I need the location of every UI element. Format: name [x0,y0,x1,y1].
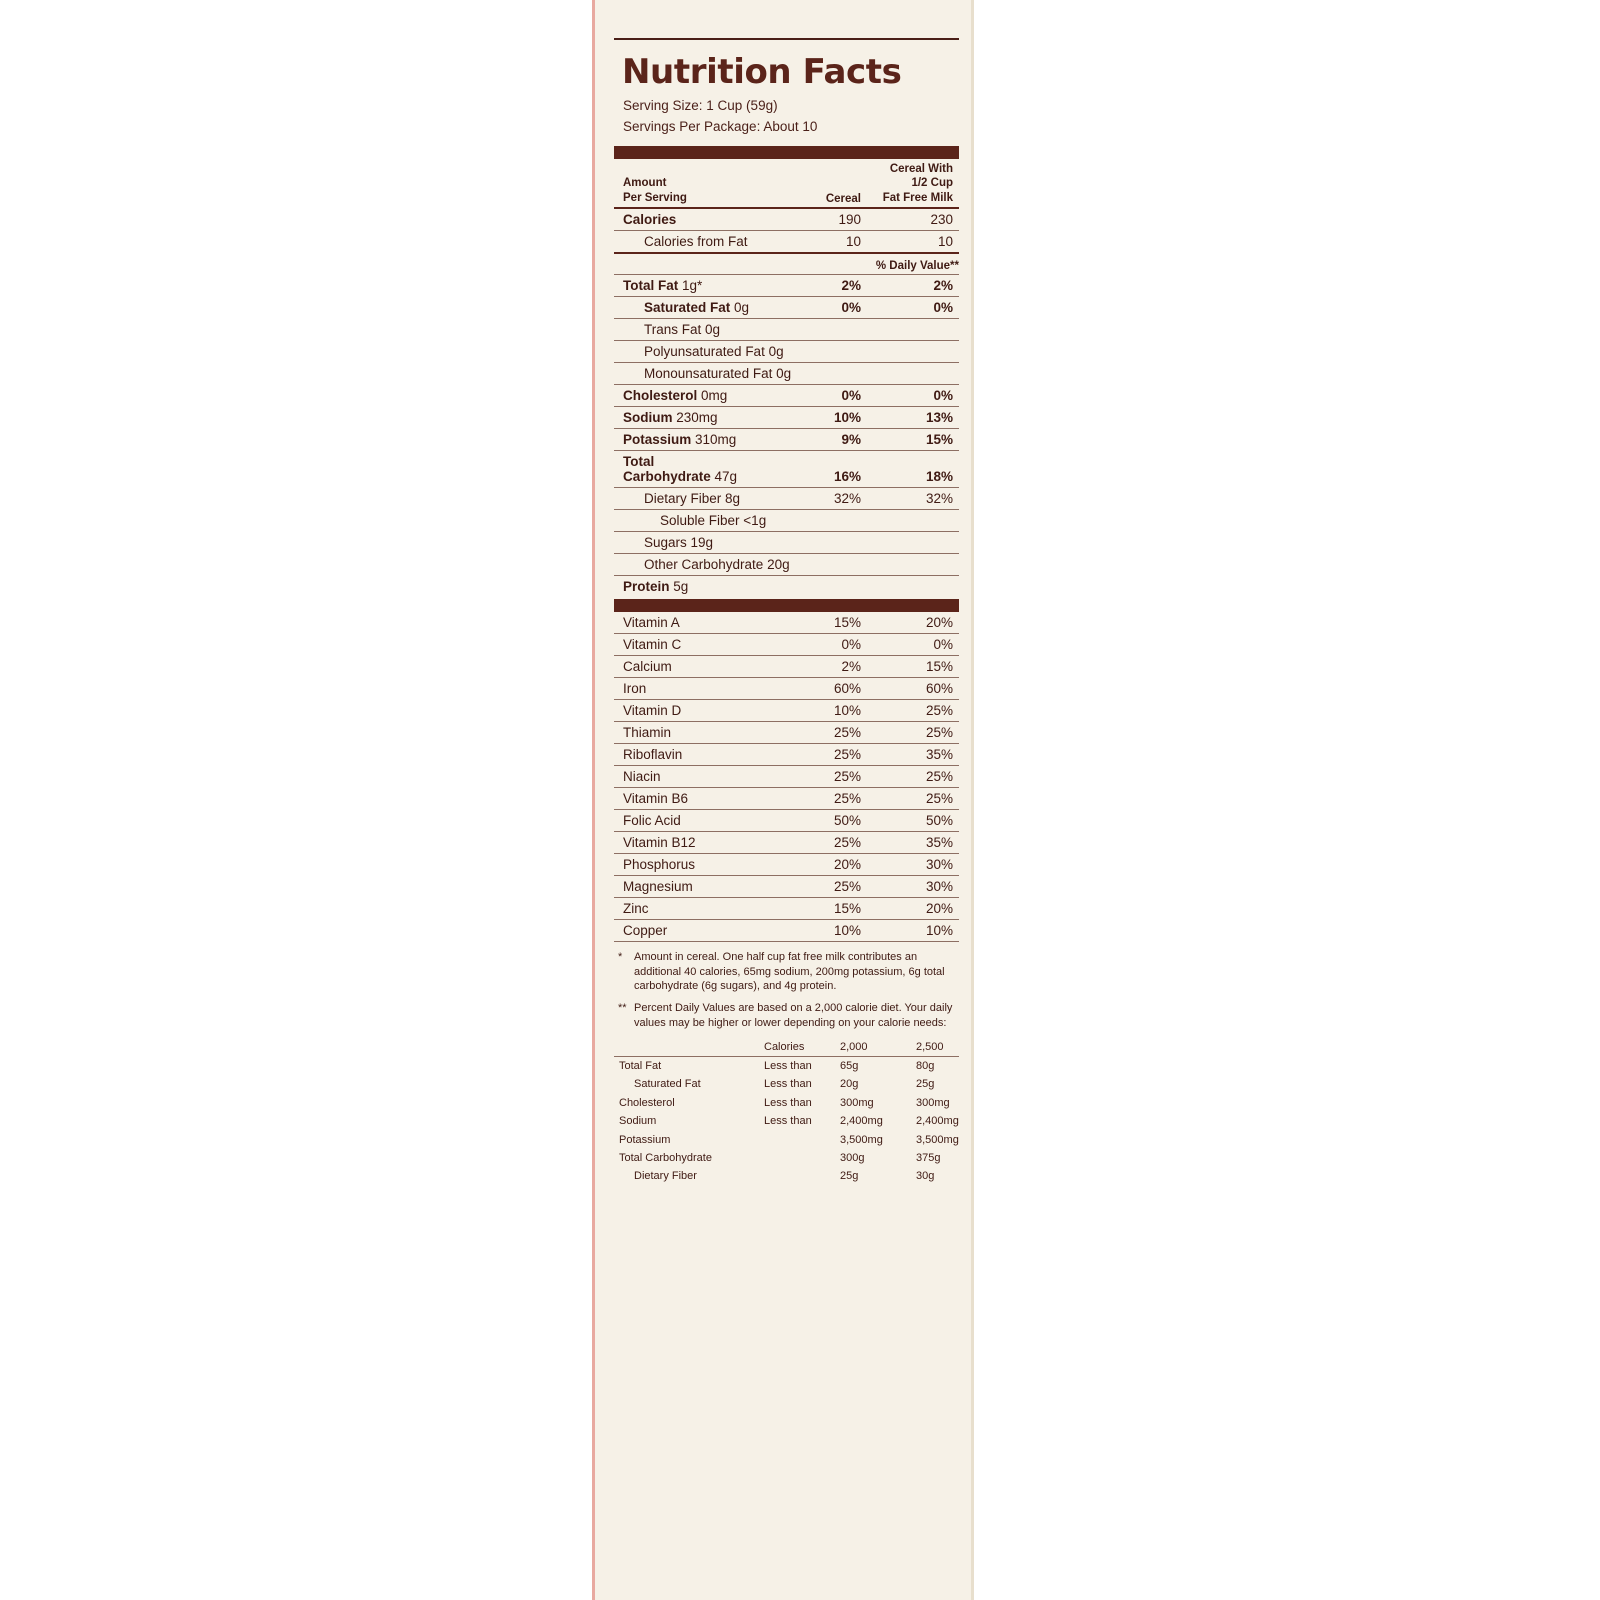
nutrient-amount: 0g [701,321,721,337]
vitamin-cereal-value: 25% [797,831,861,853]
nutrient-amount: 20g [763,556,790,572]
nutrient-label: Total Fat [623,277,679,293]
nutrient-milk-value: 2% [861,274,959,296]
nutrient-name [614,340,797,362]
cereal-column-header: Cereal [797,159,861,208]
nutrient-name [614,553,797,575]
vitamin-rows-body [614,612,959,942]
nutrient-milk-value [861,575,959,597]
vitamin-milk-value: 60% [861,677,959,699]
nutrient-milk-value [861,340,959,362]
nutrient-name [614,296,797,318]
table-row [614,875,959,897]
dv-row-2000: 300mg [840,1096,874,1109]
nutrient-cereal-value [797,553,861,575]
dv-row-2500: 30g [916,1170,935,1183]
dv-row-2500: 80g [916,1060,935,1073]
dv-row-name: Cholesterol [619,1096,675,1109]
nutrient-name [614,318,797,340]
dv-rows-body [614,1056,959,1185]
vitamin-milk-value: 35% [861,831,959,853]
nutrient-name [614,384,797,406]
vitamin-cereal-value: 2% [797,655,861,677]
vitamin-cereal-value: 15% [797,612,861,634]
table-row [614,274,959,296]
vitamin-milk-value: 30% [861,853,959,875]
dv-row-qualifier: Less than [764,1060,812,1073]
vitamin-cereal-value: 25% [797,875,861,897]
dv-row-qualifier [764,1167,840,1185]
dv-row-2000: 2,400mg [840,1115,883,1128]
calories-from-fat-cereal-value: 10 [797,230,861,253]
nutrient-amount: 5g [669,578,689,594]
table-row [614,1167,959,1185]
dv-row-2000: 20g [840,1078,859,1091]
dv-row-qualifier: Less than [764,1096,812,1109]
vitamins-table [614,612,959,942]
footnotes [614,950,959,1031]
table-row [614,509,959,531]
table-row [614,721,959,743]
calories-from-fat-row [614,230,959,253]
table-row [614,487,959,509]
table-row [614,831,959,853]
dv-row-2500: 3,500mg [916,1133,959,1146]
nutrient-name [614,274,797,296]
vitamin-name: Calcium [614,655,797,677]
table-row [614,765,959,787]
table-row [614,633,959,655]
vitamin-name: Vitamin B12 [614,831,797,853]
calories-milk-value: 230 [861,208,959,231]
daily-value-header-row [614,253,959,275]
vitamin-name: Phosphorus [614,853,797,875]
vitamin-cereal-value: 60% [797,677,861,699]
table-row [614,318,959,340]
milk-header-line1: Cereal With [889,162,953,175]
nutrient-label: Dietary Fiber [644,490,722,506]
vitamin-milk-value: 25% [861,787,959,809]
panel-left-edge [592,0,595,1600]
nutrient-cereal-value [797,318,861,340]
table-row [614,575,959,597]
nutrient-name [614,362,797,384]
dv-row-2500: 300mg [916,1096,950,1109]
vitamin-name: Magnesium [614,875,797,897]
vitamin-milk-value: 10% [861,919,959,941]
nutrient-milk-value [861,509,959,531]
table-row [614,853,959,875]
nutrient-label: Sodium [623,409,673,425]
table-row [614,612,959,634]
page-title: Nutrition Facts [622,52,902,92]
table-row [614,1149,959,1167]
vitamin-name: Iron [614,677,797,699]
footnote-2-mark: ** [618,1002,627,1015]
nutrient-cereal-value: 32% [797,487,861,509]
vitamin-milk-value: 50% [861,809,959,831]
nutrient-cereal-value [797,340,861,362]
footnote-2 [618,1001,959,1030]
nutrient-milk-value: 32% [861,487,959,509]
nutrient-cereal-value [797,362,861,384]
table-row [614,743,959,765]
calories-from-fat-milk-value: 10 [861,230,959,253]
table-row [614,553,959,575]
nutrient-milk-value [861,553,959,575]
table-row [614,531,959,553]
dv-row-name: Dietary Fiber [634,1170,697,1183]
vitamin-cereal-value: 10% [797,699,861,721]
milk-column-header [861,159,959,208]
nutrient-milk-value: 15% [861,428,959,450]
table-row [614,296,959,318]
milk-header-line3: Fat Free Milk [882,191,953,204]
nutrient-label: Cholesterol [623,387,698,403]
vitamin-name: Vitamin B6 [614,787,797,809]
nutrition-facts-label [614,38,959,1185]
table-row [614,450,959,487]
nutrient-amount: 230mg [672,409,718,425]
nutrient-amount: <1g [739,512,767,528]
table-row [614,428,959,450]
nutrient-amount: 1g* [678,277,703,293]
table-row [614,384,959,406]
dv-header-2500: 2,500 [916,1038,959,1057]
vitamin-cereal-value: 0% [797,633,861,655]
label-top-rule [614,38,959,40]
nutrient-name [614,575,797,597]
nutrient-amount: 0mg [697,387,728,403]
nutrient-amount: 19g [686,534,714,550]
vitamin-name: Thiamin [614,721,797,743]
nutrient-name [614,531,797,553]
vitamin-cereal-value: 25% [797,743,861,765]
vitamin-name: Niacin [614,765,797,787]
calories-label: Calories [614,208,797,231]
dv-header-blank [614,1038,764,1057]
table-row [614,677,959,699]
main-nutrition-table [614,159,959,597]
nutrient-milk-value [861,318,959,340]
nutrient-cereal-value: 16% [797,450,861,487]
servings-per-package: Servings Per Package: About 10 [623,118,818,134]
vitamin-milk-value: 20% [861,612,959,634]
daily-value-header: % Daily Value** [797,253,959,275]
nutrient-milk-value [861,531,959,553]
table-row [614,1112,959,1130]
vitamin-milk-value: 30% [861,875,959,897]
vitamin-milk-value: 25% [861,765,959,787]
dv-row-2000: 300g [840,1151,865,1164]
vitamin-cereal-value: 50% [797,809,861,831]
table-row [614,406,959,428]
vitamin-name: Folic Acid [614,809,797,831]
nutrient-milk-value: 0% [861,384,959,406]
table-row [614,1075,959,1093]
nutrient-amount: 310mg [691,431,737,447]
table-row [614,699,959,721]
dv-row-name: Sodium [619,1115,657,1128]
vitamin-name: Copper [614,919,797,941]
dv-row-name: Potassium [619,1133,671,1146]
amount-label: Amount [623,177,667,190]
dv-row-name: Total Carbohydrate [619,1151,712,1164]
dv-row-2500: 25g [916,1078,935,1091]
dv-header-calories: Calories [764,1038,840,1057]
table-row [614,340,959,362]
vitamin-milk-value: 20% [861,897,959,919]
serving-size: Serving Size: 1 Cup (59g) [623,98,778,113]
nutrient-label: Sugars [644,534,687,550]
dv-row-2000: 3,500mg [840,1133,883,1146]
vitamin-name: Vitamin A [614,612,797,634]
footnote-1-mark: * [618,950,623,963]
vitamin-name: Vitamin C [614,633,797,655]
vitamin-cereal-value: 25% [797,787,861,809]
dv-header-row [614,1038,959,1057]
nutrient-name [614,509,797,531]
dv-row-qualifier [764,1149,840,1167]
vitamin-cereal-value: 15% [797,897,861,919]
daily-value-spacer [614,253,797,275]
nutrient-label: Polyunsaturated Fat [644,343,765,359]
nutrient-amount: 0g [764,343,784,359]
footnote-1-text: Amount in cereal. One half cup fat free milk contributes an additional 40 calories, 65mg sodium, 200mg potassium, 6g total carbohydrate (6g sugars), and 4g protein. [634,950,945,993]
nutrient-cereal-value [797,509,861,531]
vitamin-name: Riboflavin [614,743,797,765]
nutrient-milk-value: 13% [861,406,959,428]
nutrient-label: Monounsaturated Fat [644,365,773,381]
nutrient-label: Potassium [623,431,692,447]
vitamin-cereal-value: 10% [797,919,861,941]
dv-row-name: Saturated Fat [634,1078,701,1091]
table-row [614,809,959,831]
calories-row [614,208,959,231]
footnote-2-text: Percent Daily Values are based on a 2,000 calorie diet. Your daily values may be higher or lower depending on your calorie needs: [634,1002,953,1029]
nutrient-name [614,450,797,487]
table-header-row [614,159,959,208]
dv-row-2500: 2,400mg [916,1115,959,1128]
footnote-1 [618,950,959,994]
panel-right-edge [971,0,974,1600]
nutrient-label: Other Carbohydrate [644,556,764,572]
nutrient-cereal-value: 10% [797,406,861,428]
vitamins-thick-bar [614,599,959,612]
nutrient-milk-value [861,362,959,384]
nutrient-cereal-value: 0% [797,384,861,406]
dv-header-2000: 2,000 [840,1038,916,1057]
vitamin-cereal-value: 20% [797,853,861,875]
nutrient-cereal-value: 0% [797,296,861,318]
nutrient-label: Protein [623,578,670,594]
nutrient-cereal-value: 9% [797,428,861,450]
nutrient-cereal-value [797,531,861,553]
dv-row-qualifier: Less than [764,1078,812,1091]
table-row [614,787,959,809]
table-row [614,1056,959,1075]
nutrient-rows-body [614,274,959,597]
table-row [614,655,959,677]
vitamin-milk-value: 25% [861,721,959,743]
amount-per-serving-header [614,159,797,208]
calories-cereal-value: 190 [797,208,861,231]
nutrient-label: Total Carbohydrate [623,453,711,484]
nutrient-cereal-value: 2% [797,274,861,296]
dv-row-2000: 65g [840,1060,859,1073]
milk-header-line2: 1/2 Cup [911,177,953,190]
dv-row-2500: 375g [916,1151,941,1164]
nutrient-name [614,428,797,450]
table-row [614,897,959,919]
dv-row-2000: 25g [840,1170,859,1183]
table-row [614,362,959,384]
nutrient-label: Trans Fat [644,321,702,337]
daily-value-reference-table [614,1038,959,1186]
table-row [614,1094,959,1112]
nutrient-milk-value: 0% [861,296,959,318]
vitamin-milk-value: 0% [861,633,959,655]
vitamin-milk-value: 25% [861,699,959,721]
table-row [614,1130,959,1148]
table-row [614,919,959,941]
nutrient-cereal-value [797,575,861,597]
header-thick-bar [614,146,959,159]
vitamin-milk-value: 35% [861,743,959,765]
dv-row-qualifier: Less than [764,1115,812,1128]
nutrient-amount: 0g [730,299,750,315]
per-serving-label: Per Serving [623,191,687,204]
nutrient-milk-value: 18% [861,450,959,487]
vitamin-cereal-value: 25% [797,765,861,787]
nutrient-name [614,487,797,509]
nutrient-amount: 0g [772,365,792,381]
vitamin-milk-value: 15% [861,655,959,677]
nutrient-amount: 8g [721,490,741,506]
dv-row-name: Total Fat [619,1060,662,1073]
nutrient-label: Soluble Fiber [660,512,740,528]
dv-row-qualifier [764,1130,840,1148]
vitamin-name: Zinc [614,897,797,919]
nutrient-label: Saturated Fat [644,299,731,315]
vitamin-cereal-value: 25% [797,721,861,743]
calories-from-fat-label: Calories from Fat [614,230,797,253]
vitamin-name: Vitamin D [614,699,797,721]
nutrient-name [614,406,797,428]
nutrient-amount: 47g [710,468,738,484]
